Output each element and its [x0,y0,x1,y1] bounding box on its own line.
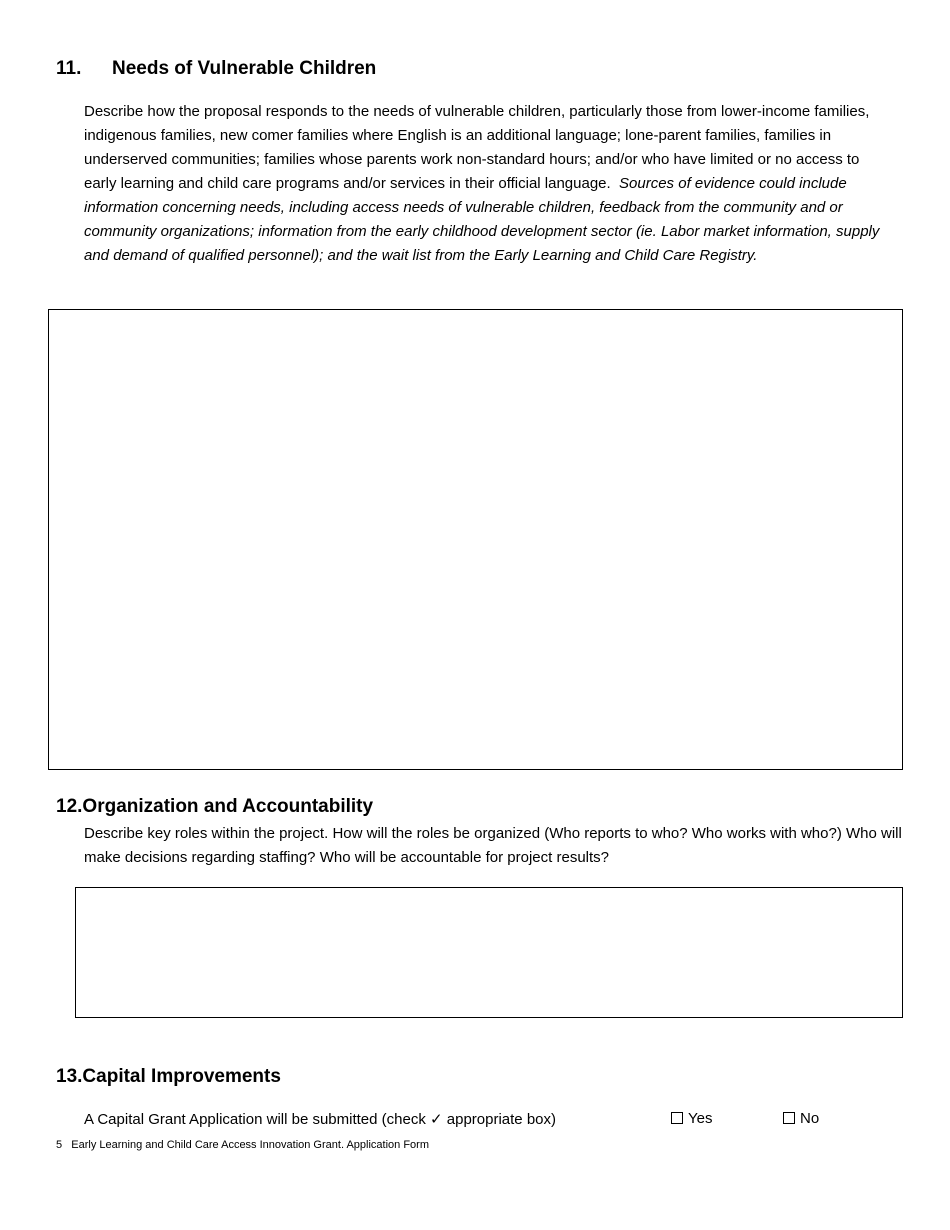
section-11-description [84,100,896,268]
checkbox-yes[interactable] [671,1112,683,1124]
section-11-evidence-text: Sources of evidence could include information concerning needs, including access needs of vulnerable children, feedback from the community and or community organizations; information from the early childhood development sector (ie. Labor market information, supply and demand of qualified personnel); and the wait list from the Early Learning and Child Care Registry [84,175,880,264]
section-11-heading [56,58,376,80]
section-12-description: Describe key roles within the project. How will the roles be organized (Who reports to who? Who works with who?) Who will make decisions regarding staffing? Who will be accountable for project results? [84,825,902,866]
capital-grant-question-start: A Capital Grant Application will be submitted (check [84,1111,426,1128]
option-yes-label: Yes [688,1110,713,1127]
option-no-label: No [800,1110,820,1127]
section-11-response-box[interactable] [48,309,903,770]
capital-grant-question-end: appropriate box) [446,1111,556,1128]
section-12-title: Organization and Accountability [82,796,374,817]
section-12-response-box[interactable] [75,887,903,1018]
section-11-description-text: Describe how the proposal responds to the needs of vulnerable children, particularly those from lower-income families, indigenous families, new comer families where English is an additional language; lone-parent families, families in underserved communities; families whose parents work non-standard hours; and/or who have limited or no access to early learning and child care programs and/or services in their official language. [84,103,870,192]
checkbox-no[interactable] [783,1112,795,1124]
section-11-title: Needs of Vulnerable Children [112,58,377,79]
capital-grant-question [84,1110,556,1128]
section-13-heading [56,1066,281,1088]
check-mark-icon: ✓ [430,1111,443,1128]
section-12-number: 12. [56,796,83,817]
section-11-end-text: . [753,247,758,264]
option-yes[interactable] [671,1110,712,1127]
section-13-number: 13. [56,1066,83,1087]
footer-text: Early Learning and Child Care Access Innovation Grant. Application Form [71,1139,429,1151]
page-footer [56,1139,429,1151]
footer-page-number: 5 [56,1139,63,1151]
section-11-number: 11. [56,58,82,79]
section-13-title: Capital Improvements [82,1066,281,1087]
section-12-heading [56,796,373,818]
option-no[interactable] [783,1110,819,1127]
